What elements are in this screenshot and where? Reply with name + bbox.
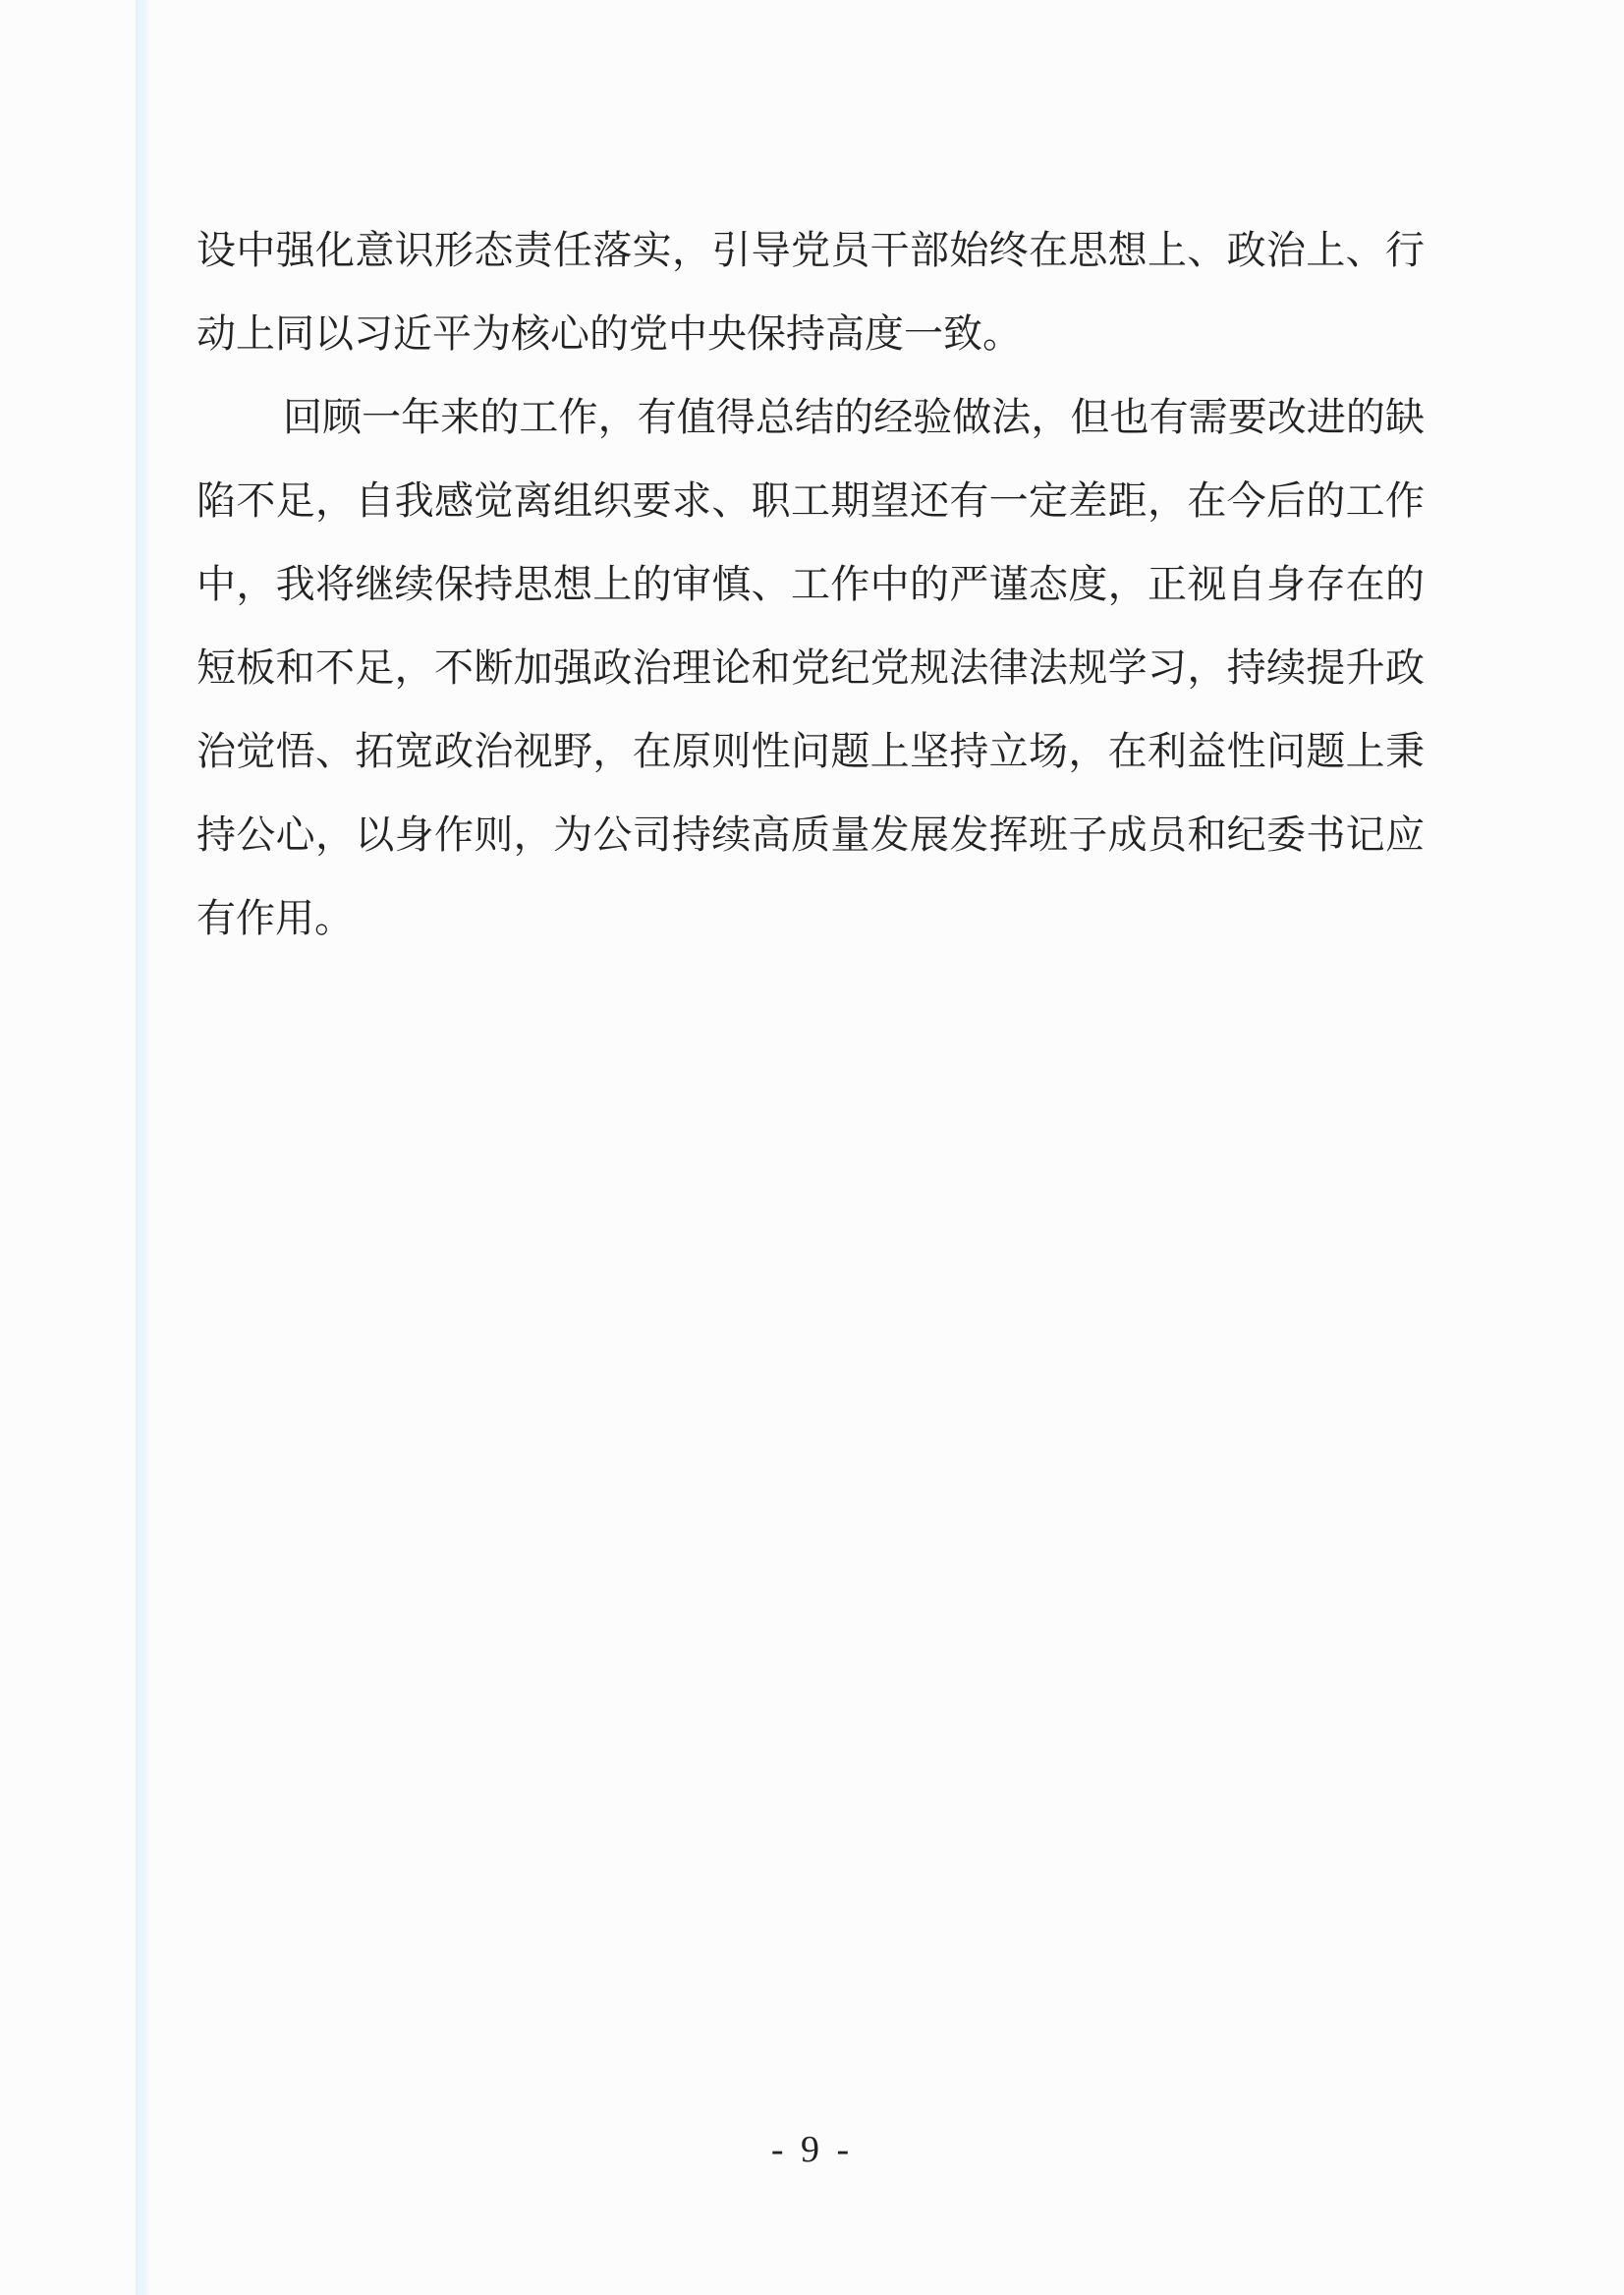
body-text (196, 209, 1425, 961)
binding-edge (136, 0, 149, 2295)
page-number: - 9 - (770, 2129, 854, 2170)
paragraph-continuation: 设中强化意识形态责任落实，引导党员干部始终在思想上、政治上、行动上同以习近平为核心的党中央保持高度一致。 (196, 228, 1425, 357)
paragraph-review: 回顾一年来的工作，有值得总结的经验做法，但也有需要改进的缺陷不足，自我感觉离组织要求、职工期望还有一定差距，在今后的工作中，我将继续保持思想上的审慎、工作中的严谨态度，正视自身存在的短板和不足，不断加强政治理论和党纪党规法律法规学习，持续提升政治觉悟、拓宽政治视野，在原则性问题上坚持立场，在利益性问题上秉持公心，以身作则，为公司持续高质量发展发挥班子成员和纪委书记应有作用。 (196, 395, 1425, 941)
